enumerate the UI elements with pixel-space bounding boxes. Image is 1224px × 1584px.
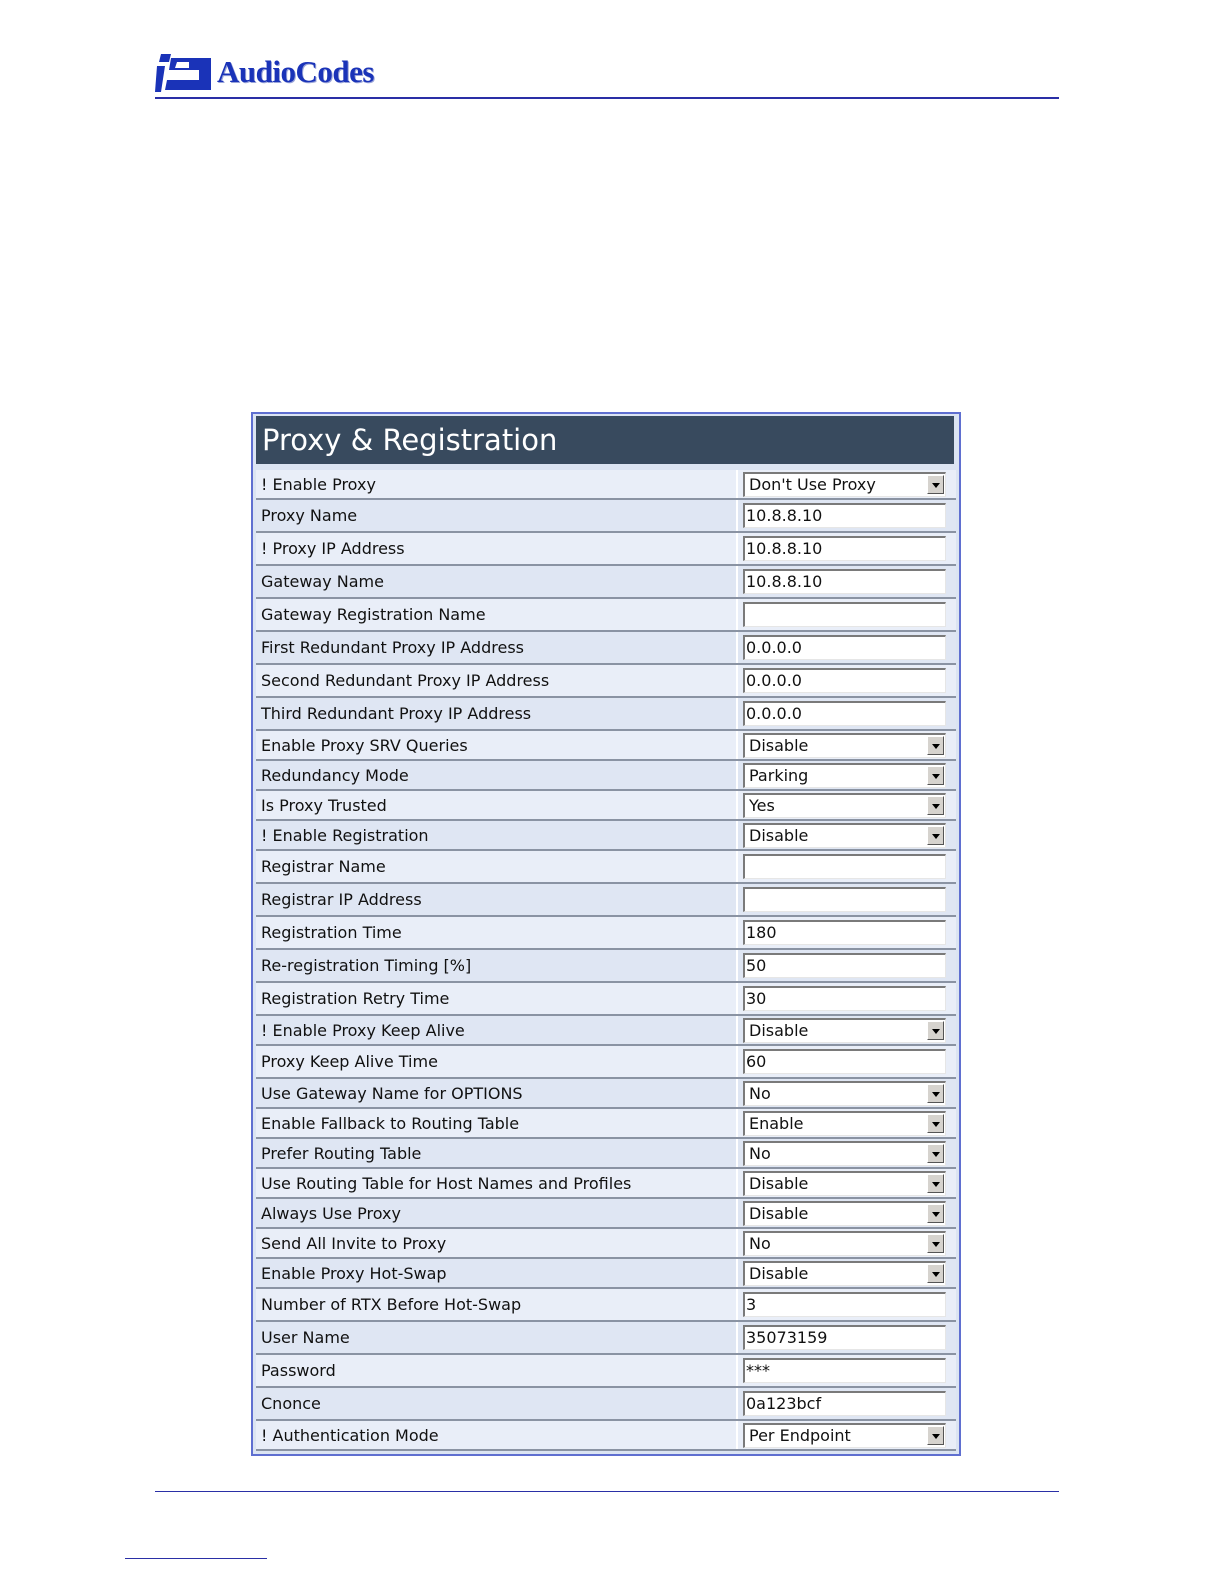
setting-control [738,1325,946,1350]
setting-control [738,887,946,912]
setting-input[interactable]: 0.0.0.0 [743,668,946,693]
setting-input[interactable]: 10.8.8.10 [743,536,946,561]
select-value: Don't Use Proxy [749,474,876,494]
setting-control [738,1391,946,1416]
chevron-down-icon[interactable] [927,826,944,845]
settings-row [256,698,956,731]
setting-control [738,602,946,627]
setting-label: Registrar IP Address [256,884,738,915]
select-value: Per Endpoint [749,1425,851,1445]
settings-row [256,632,956,665]
setting-control [738,1261,946,1286]
chevron-down-icon[interactable] [927,475,944,494]
select-value: Disable [749,1263,809,1283]
setting-label: Gateway Name [256,566,738,597]
chevron-down-icon[interactable] [927,1174,944,1193]
setting-control [738,569,946,594]
select-value: Disable [749,1020,809,1040]
setting-control [738,1018,946,1043]
setting-label: Prefer Routing Table [256,1139,738,1167]
setting-control [738,854,946,879]
settings-row [256,1355,956,1388]
setting-input[interactable] [743,602,946,627]
setting-label: Registrar Name [256,851,738,882]
setting-label: ! Proxy IP Address [256,533,738,564]
setting-select[interactable] [743,1423,946,1448]
settings-list [256,470,956,1451]
setting-input[interactable]: 10.8.8.10 [743,569,946,594]
settings-row [256,1289,956,1322]
setting-label: Number of RTX Before Hot-Swap [256,1289,738,1320]
chevron-down-icon[interactable] [927,1021,944,1040]
setting-input[interactable]: 50 [743,953,946,978]
chevron-down-icon[interactable] [927,1084,944,1103]
setting-select[interactable] [743,1018,946,1043]
setting-input[interactable] [743,887,946,912]
footer-rule [155,1491,1059,1492]
settings-row [256,500,956,533]
setting-label: Second Redundant Proxy IP Address [256,665,738,696]
settings-row [256,665,956,698]
setting-input[interactable]: 35073159 [743,1325,946,1350]
settings-row [256,1322,956,1355]
setting-control [738,1231,946,1256]
setting-label: Redundancy Mode [256,761,738,789]
setting-control [738,1049,946,1074]
select-value: Parking [749,765,809,785]
setting-label: Is Proxy Trusted [256,791,738,819]
settings-row [256,1016,956,1046]
select-value: Disable [749,1203,809,1223]
setting-label: Proxy Name [256,500,738,531]
settings-row [256,566,956,599]
settings-row [256,1169,956,1199]
select-value: No [749,1143,771,1163]
setting-select[interactable] [743,472,946,497]
setting-label: Cnonce [256,1388,738,1419]
setting-control [738,1423,946,1448]
setting-control [738,635,946,660]
chevron-down-icon[interactable] [927,736,944,755]
setting-input[interactable] [743,854,946,879]
setting-control [738,536,946,561]
select-value: No [749,1233,771,1253]
setting-label: Registration Time [256,917,738,948]
chevron-down-icon[interactable] [927,1264,944,1283]
settings-row [256,791,956,821]
setting-select[interactable] [743,1081,946,1106]
settings-row [256,983,956,1016]
setting-select[interactable] [743,793,946,818]
setting-label: Registration Retry Time [256,983,738,1014]
chevron-down-icon[interactable] [927,1204,944,1223]
settings-row [256,533,956,566]
select-value: Yes [749,795,775,815]
setting-input[interactable]: 3 [743,1292,946,1317]
chevron-down-icon[interactable] [927,766,944,785]
setting-label: Password [256,1355,738,1386]
setting-label: Always Use Proxy [256,1199,738,1227]
audiocodes-logo [155,50,374,94]
setting-select[interactable] [743,763,946,788]
header-rule [155,97,1059,99]
chevron-down-icon[interactable] [927,796,944,815]
setting-label: Send All Invite to Proxy [256,1229,738,1257]
setting-input[interactable]: 180 [743,920,946,945]
setting-control [738,763,946,788]
setting-select[interactable] [743,1171,946,1196]
settings-row [256,761,956,791]
setting-label: Re-registration Timing [%] [256,950,738,981]
setting-select[interactable] [743,1261,946,1286]
footnote-rule [125,1558,267,1559]
setting-label: ! Authentication Mode [256,1421,738,1449]
panel-title: Proxy & Registration [256,416,954,464]
settings-row [256,1229,956,1259]
setting-control [738,1111,946,1136]
select-value: Enable [749,1113,804,1133]
setting-label: ! Enable Proxy [256,470,738,498]
setting-control [738,503,946,528]
settings-row [256,1388,956,1421]
settings-row [256,851,956,884]
setting-select[interactable] [743,1111,946,1136]
setting-control [738,793,946,818]
chevron-down-icon[interactable] [927,1114,944,1133]
setting-control [738,1358,946,1383]
setting-input[interactable]: 0a123bcf [743,1391,946,1416]
setting-label: Use Gateway Name for OPTIONS [256,1079,738,1107]
audiocodes-logo-icon [155,52,211,92]
settings-row [256,1079,956,1109]
settings-row [256,1139,956,1169]
settings-row [256,950,956,983]
setting-select[interactable] [743,733,946,758]
setting-control [738,953,946,978]
settings-row [256,1259,956,1289]
setting-label: First Redundant Proxy IP Address [256,632,738,663]
brand-name: AudioCodes [217,54,374,89]
setting-control [738,1141,946,1166]
setting-control [738,1292,946,1317]
setting-input[interactable]: 30 [743,986,946,1011]
select-value: Disable [749,1173,809,1193]
select-value: No [749,1083,771,1103]
chevron-down-icon[interactable] [927,1144,944,1163]
setting-control [738,823,946,848]
setting-input[interactable]: 10.8.8.10 [743,503,946,528]
settings-row [256,1199,956,1229]
settings-row [256,1421,956,1451]
setting-label: Enable Proxy SRV Queries [256,731,738,759]
select-value: Disable [749,735,809,755]
setting-control [738,472,946,497]
proxy-registration-panel [251,412,961,1456]
setting-label: Gateway Registration Name [256,599,738,630]
setting-select[interactable] [743,1201,946,1226]
setting-control [738,733,946,758]
setting-label: ! Enable Registration [256,821,738,849]
setting-label: Third Redundant Proxy IP Address [256,698,738,729]
setting-label: User Name [256,1322,738,1353]
setting-select[interactable] [743,1231,946,1256]
setting-label: Proxy Keep Alive Time [256,1046,738,1077]
chevron-down-icon[interactable] [927,1426,944,1445]
setting-input[interactable]: 0.0.0.0 [743,701,946,726]
setting-select[interactable] [743,1141,946,1166]
settings-row [256,821,956,851]
setting-input[interactable]: *** [743,1358,946,1383]
setting-control [738,701,946,726]
settings-row [256,731,956,761]
settings-row [256,1046,956,1079]
setting-label: ! Enable Proxy Keep Alive [256,1016,738,1044]
settings-row [256,1109,956,1139]
setting-input[interactable]: 0.0.0.0 [743,635,946,660]
setting-control [738,920,946,945]
select-value: Disable [749,825,809,845]
settings-row [256,884,956,917]
chevron-down-icon[interactable] [927,1234,944,1253]
setting-input[interactable]: 60 [743,1049,946,1074]
settings-row [256,599,956,632]
settings-row [256,470,956,500]
setting-control [738,1201,946,1226]
setting-select[interactable] [743,823,946,848]
setting-label: Enable Fallback to Routing Table [256,1109,738,1137]
setting-control [738,668,946,693]
settings-row [256,917,956,950]
setting-control [738,1171,946,1196]
setting-label: Enable Proxy Hot-Swap [256,1259,738,1287]
setting-label: Use Routing Table for Host Names and Profiles [256,1169,738,1197]
setting-control [738,1081,946,1106]
setting-control [738,986,946,1011]
